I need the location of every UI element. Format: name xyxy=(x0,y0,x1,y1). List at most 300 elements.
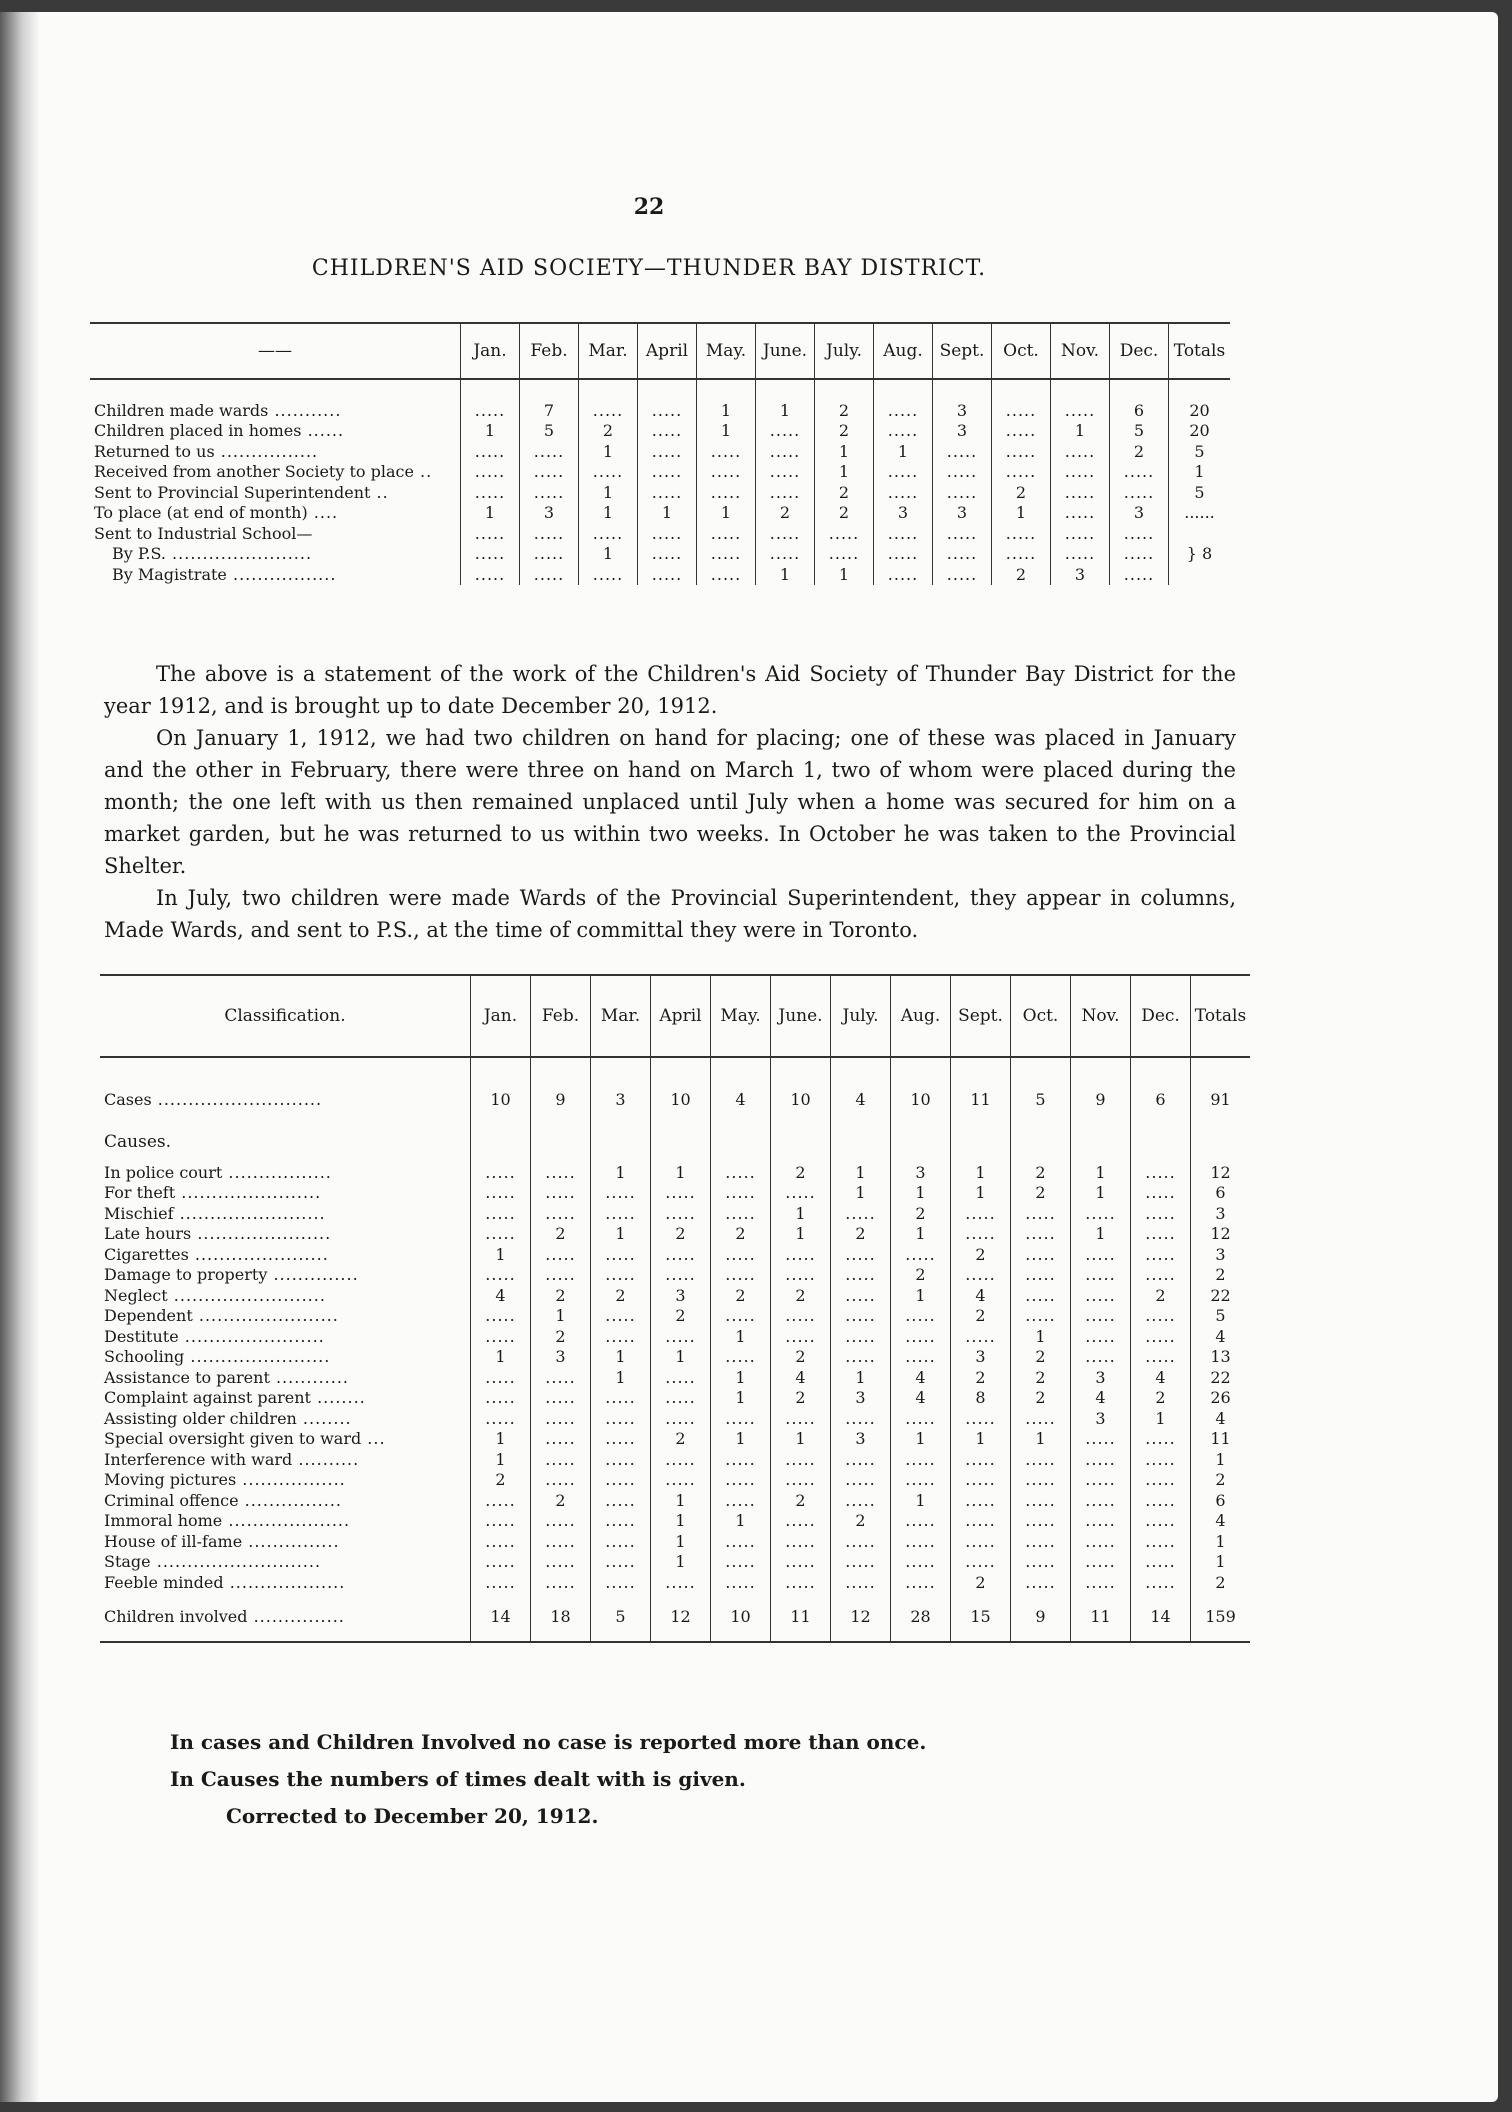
data-cell: 2 xyxy=(651,1224,711,1245)
total-cell: 22 xyxy=(1191,1286,1251,1307)
table-row xyxy=(100,1429,1250,1450)
data-cell: 1 xyxy=(591,1224,651,1245)
data-cell: ..... xyxy=(711,1204,771,1225)
table-row xyxy=(100,1573,1250,1594)
row-label-text: Sent to Industrial School— xyxy=(94,523,313,543)
data-cell: ..... xyxy=(1110,483,1169,504)
data-cell: 2 xyxy=(531,1224,591,1245)
totals-header: Totals xyxy=(1191,975,1251,1057)
data-cell: 2 xyxy=(1110,442,1169,463)
data-cell: ..... xyxy=(579,401,638,422)
data-cell: ..... xyxy=(520,483,579,504)
data-cell: 4 xyxy=(471,1286,531,1307)
data-cell: 3 xyxy=(951,1347,1011,1368)
month-header: Sept. xyxy=(951,975,1011,1057)
data-cell: ..... xyxy=(1011,1245,1071,1266)
data-cell: ..... xyxy=(1071,1306,1131,1327)
data-cell: ..... xyxy=(591,1204,651,1225)
data-cell: 3 xyxy=(651,1286,711,1307)
row-label xyxy=(100,1224,471,1245)
data-cell: ..... xyxy=(461,565,520,586)
data-cell: 1 xyxy=(579,544,638,565)
data-cell: ..... xyxy=(1071,1573,1131,1594)
data-cell: 2 xyxy=(771,1388,831,1409)
data-cell: ..... xyxy=(591,1491,651,1512)
table-row xyxy=(90,483,1230,504)
data-cell: ..... xyxy=(891,1470,951,1491)
total-cell: 6 xyxy=(1191,1491,1251,1512)
footnote-3: Corrected to December 20, 1912. xyxy=(226,1804,599,1828)
spacer-cell xyxy=(651,1123,711,1163)
data-cell: 2 xyxy=(1011,1368,1071,1389)
data-cell: 1 xyxy=(651,1347,711,1368)
row-label-text: Feeble minded xyxy=(104,1572,224,1592)
data-cell: 1 xyxy=(815,462,874,483)
data-cell: ..... xyxy=(771,1532,831,1553)
data-cell: 1 xyxy=(471,1245,531,1266)
data-cell: 14 xyxy=(471,1593,531,1642)
data-cell: ..... xyxy=(831,1450,891,1471)
total-cell: ...... xyxy=(1169,503,1231,524)
data-cell: 1 xyxy=(697,401,756,422)
data-cell: ..... xyxy=(891,1327,951,1348)
data-cell: 2 xyxy=(1011,1347,1071,1368)
data-cell: ..... xyxy=(1051,524,1110,545)
footnote-1: In cases and Children Involved no case is reported more than once. xyxy=(170,1730,927,1754)
data-cell: ..... xyxy=(951,1409,1011,1430)
total-cell: 20 xyxy=(1169,401,1231,422)
data-cell: ..... xyxy=(771,1552,831,1573)
leader-dots: ....................... xyxy=(192,1306,339,1325)
month-header: July. xyxy=(815,323,874,379)
row-label-text: Received from another Society to place xyxy=(94,462,414,481)
row-label xyxy=(90,565,461,586)
data-cell: ..... xyxy=(461,544,520,565)
row-label xyxy=(100,1327,471,1348)
table-row xyxy=(100,1409,1250,1430)
data-cell: ..... xyxy=(651,1204,711,1225)
spacer-cell xyxy=(992,379,1051,401)
data-cell: ..... xyxy=(831,1265,891,1286)
data-cell: 11 xyxy=(771,1593,831,1642)
data-cell: 2 xyxy=(531,1327,591,1348)
data-cell: ..... xyxy=(531,1265,591,1286)
data-cell: 2 xyxy=(711,1286,771,1307)
data-cell: 2 xyxy=(815,503,874,524)
row-label xyxy=(90,442,461,463)
data-cell: ..... xyxy=(531,1409,591,1430)
month-header: Dec. xyxy=(1131,975,1191,1057)
data-cell: ..... xyxy=(951,1511,1011,1532)
data-cell: ..... xyxy=(531,1183,591,1204)
data-cell: ..... xyxy=(771,1450,831,1471)
data-cell: 2 xyxy=(831,1224,891,1245)
data-cell: ..... xyxy=(651,1573,711,1594)
row-label-text: Mischief xyxy=(104,1203,174,1223)
data-cell: ..... xyxy=(1011,1450,1071,1471)
data-cell: 11 xyxy=(1071,1593,1131,1642)
row-label xyxy=(90,503,461,524)
data-cell: ..... xyxy=(874,401,933,422)
data-cell: 3 xyxy=(874,503,933,524)
data-cell: 14 xyxy=(1131,1593,1191,1642)
month-header: Jan. xyxy=(461,323,520,379)
data-cell: 15 xyxy=(951,1593,1011,1642)
data-cell: ..... xyxy=(1110,544,1169,565)
data-cell: 1 xyxy=(579,503,638,524)
data-cell: 4 xyxy=(891,1388,951,1409)
row-label-text: Dependent xyxy=(104,1306,193,1325)
row-label xyxy=(100,1079,471,1123)
data-cell: 2 xyxy=(815,401,874,422)
leader-dots: ........................... xyxy=(150,1552,322,1571)
row-label xyxy=(100,1286,471,1307)
month-header: Nov. xyxy=(1071,975,1131,1057)
table-row xyxy=(100,1347,1250,1368)
data-cell: ..... xyxy=(771,1183,831,1204)
data-cell: ..... xyxy=(711,1573,771,1594)
leader-dots: .......... xyxy=(292,1449,360,1469)
table-row xyxy=(100,1368,1250,1389)
data-cell: 5 xyxy=(1110,421,1169,442)
data-cell: 2 xyxy=(992,483,1051,504)
data-cell: ..... xyxy=(711,1491,771,1512)
data-cell: ..... xyxy=(638,483,697,504)
data-cell: ..... xyxy=(651,1327,711,1348)
row-label xyxy=(90,462,461,483)
data-cell: 4 xyxy=(711,1079,771,1123)
data-cell: 1 xyxy=(771,1429,831,1450)
data-cell: 1 xyxy=(891,1491,951,1512)
data-cell: 1 xyxy=(471,1450,531,1471)
data-cell: ..... xyxy=(933,524,992,545)
data-cell: ..... xyxy=(933,462,992,483)
leader-dots: ........ xyxy=(296,1408,352,1428)
data-cell: ..... xyxy=(933,483,992,504)
data-cell: 3 xyxy=(1110,503,1169,524)
leader-dots: ............... xyxy=(247,1606,345,1626)
data-cell: ..... xyxy=(711,1409,771,1430)
spacer-cell xyxy=(1191,1057,1251,1079)
data-cell: 1 xyxy=(815,442,874,463)
total-cell: 6 xyxy=(1191,1183,1251,1204)
report-title: CHILDREN'S AID SOCIETY—THUNDER BAY DISTRICT. xyxy=(311,256,987,281)
data-cell: ..... xyxy=(651,1470,711,1491)
data-cell: ..... xyxy=(638,442,697,463)
data-cell: ..... xyxy=(711,1470,771,1491)
table-row xyxy=(90,401,1230,422)
data-cell: 1 xyxy=(815,565,874,586)
data-cell: ..... xyxy=(1051,462,1110,483)
data-cell: 2 xyxy=(815,483,874,504)
data-cell: 1 xyxy=(711,1327,771,1348)
data-cell: 2 xyxy=(756,503,815,524)
data-cell: ..... xyxy=(1011,1286,1071,1307)
data-cell: 2 xyxy=(831,1511,891,1532)
data-cell: ..... xyxy=(771,1573,831,1594)
spacer-cell xyxy=(951,1123,1011,1163)
data-cell: 2 xyxy=(1131,1388,1191,1409)
data-cell: 1 xyxy=(651,1491,711,1512)
total-cell: 5 xyxy=(1169,483,1231,504)
data-cell: ..... xyxy=(471,1532,531,1553)
paragraph-1: The above is a statement of the work of the Children's Aid Society of Thunder Bay District for the year 1912, and is brought up to date December 20, 1912. xyxy=(104,662,1236,718)
data-cell: ..... xyxy=(1131,1163,1191,1184)
data-cell: ..... xyxy=(471,1265,531,1286)
data-cell: ..... xyxy=(874,462,933,483)
row-label-text: Damage to property xyxy=(104,1265,268,1284)
data-cell: 5 xyxy=(591,1593,651,1642)
data-cell: ..... xyxy=(1131,1327,1191,1348)
data-cell: ..... xyxy=(591,1573,651,1594)
table-row xyxy=(100,1470,1250,1491)
data-cell: ..... xyxy=(711,1265,771,1286)
spacer-cell xyxy=(1011,1123,1071,1163)
data-cell: 2 xyxy=(891,1265,951,1286)
data-cell: ..... xyxy=(1131,1265,1191,1286)
data-cell: 8 xyxy=(951,1388,1011,1409)
data-cell: ..... xyxy=(520,544,579,565)
data-cell: ..... xyxy=(891,1245,951,1266)
data-cell: ..... xyxy=(1110,565,1169,586)
data-cell: ..... xyxy=(697,544,756,565)
data-cell: ..... xyxy=(461,442,520,463)
leader-dots: ...... xyxy=(301,421,345,440)
data-cell: 1 xyxy=(891,1183,951,1204)
data-cell: ..... xyxy=(579,462,638,483)
data-cell: ..... xyxy=(756,421,815,442)
spacer-cell xyxy=(1110,379,1169,401)
row-label-text: Interference with ward xyxy=(104,1449,293,1469)
data-cell: ..... xyxy=(951,1470,1011,1491)
data-cell: 1 xyxy=(1051,421,1110,442)
table-row xyxy=(90,442,1230,463)
spacer-cell xyxy=(697,379,756,401)
data-cell: ..... xyxy=(1011,1224,1071,1245)
data-cell: 1 xyxy=(697,503,756,524)
data-cell: 1 xyxy=(891,1286,951,1307)
row-label xyxy=(100,1368,471,1389)
row-label-text: Neglect xyxy=(104,1285,168,1305)
corner-header: —— xyxy=(90,323,461,379)
data-cell: 10 xyxy=(891,1079,951,1123)
spacer-cell xyxy=(711,1123,771,1163)
table-row xyxy=(100,1327,1250,1348)
data-cell: ..... xyxy=(951,1491,1011,1512)
row-label-text: Children made wards xyxy=(94,400,269,420)
data-cell: ..... xyxy=(579,565,638,586)
data-cell: ..... xyxy=(638,462,697,483)
data-cell: ..... xyxy=(992,442,1051,463)
row-label xyxy=(100,1511,471,1532)
leader-dots: .... xyxy=(307,503,339,522)
data-cell: ..... xyxy=(471,1327,531,1348)
data-cell: ..... xyxy=(951,1224,1011,1245)
data-cell: 12 xyxy=(651,1593,711,1642)
data-cell: ..... xyxy=(1071,1491,1131,1512)
data-cell: 1 xyxy=(951,1163,1011,1184)
data-cell: ..... xyxy=(471,1183,531,1204)
leader-dots: ................. xyxy=(236,1470,346,1489)
data-cell: 1 xyxy=(891,1224,951,1245)
row-label-text: Late hours xyxy=(104,1224,192,1243)
data-cell: 2 xyxy=(771,1491,831,1512)
data-cell: 1 xyxy=(831,1163,891,1184)
data-cell: ..... xyxy=(992,401,1051,422)
table-row xyxy=(100,1163,1250,1184)
total-cell: 1 xyxy=(1191,1450,1251,1471)
month-header: Sept. xyxy=(933,323,992,379)
spacer-cell xyxy=(771,1123,831,1163)
data-cell: 1 xyxy=(471,1347,531,1368)
spacer-cell xyxy=(891,1057,951,1079)
data-cell: 4 xyxy=(771,1368,831,1389)
data-cell: ..... xyxy=(874,483,933,504)
spacer-cell xyxy=(756,379,815,401)
data-cell: ..... xyxy=(591,1532,651,1553)
data-cell: 2 xyxy=(1131,1286,1191,1307)
data-cell: 2 xyxy=(531,1286,591,1307)
data-cell: 3 xyxy=(520,503,579,524)
spacer-cell xyxy=(831,1123,891,1163)
data-cell: ..... xyxy=(1131,1429,1191,1450)
data-cell: ..... xyxy=(831,1409,891,1430)
data-cell: ..... xyxy=(461,462,520,483)
data-cell: 2 xyxy=(815,421,874,442)
data-cell: ..... xyxy=(531,1204,591,1225)
row-label-text: Criminal offence xyxy=(104,1490,239,1510)
data-cell: ..... xyxy=(771,1470,831,1491)
data-cell: ..... xyxy=(1110,524,1169,545)
data-cell: 1 xyxy=(531,1306,591,1327)
spacer-row xyxy=(100,1057,1250,1079)
row-label-text: Assistance to parent xyxy=(104,1367,270,1387)
data-cell: ..... xyxy=(531,1552,591,1573)
table-row xyxy=(100,1306,1250,1327)
data-cell: 1 xyxy=(591,1368,651,1389)
data-cell: 1 xyxy=(951,1429,1011,1450)
spacer-cell xyxy=(651,1057,711,1079)
data-cell: 10 xyxy=(711,1593,771,1642)
table-row xyxy=(100,1183,1250,1204)
leader-dots: ......................... xyxy=(167,1285,326,1305)
data-cell: ..... xyxy=(815,524,874,545)
table-row xyxy=(90,421,1230,442)
month-header: June. xyxy=(756,323,815,379)
data-cell: 2 xyxy=(591,1286,651,1307)
leader-dots: ...................... xyxy=(191,1224,332,1243)
data-cell: 3 xyxy=(1071,1368,1131,1389)
data-cell: 1 xyxy=(651,1532,711,1553)
spacer-cell xyxy=(951,1057,1011,1079)
table-row xyxy=(90,565,1230,586)
data-cell: 1 xyxy=(651,1163,711,1184)
data-cell: 1 xyxy=(471,1429,531,1450)
data-cell: ..... xyxy=(874,421,933,442)
data-cell: ..... xyxy=(471,1573,531,1594)
data-cell: ..... xyxy=(651,1450,711,1471)
data-cell: ..... xyxy=(1011,1552,1071,1573)
row-label xyxy=(100,1552,471,1573)
data-cell: ..... xyxy=(531,1388,591,1409)
table-row xyxy=(100,1388,1250,1409)
row-label xyxy=(100,1429,471,1450)
total-cell: 4 xyxy=(1191,1511,1251,1532)
data-cell: ..... xyxy=(992,421,1051,442)
data-cell: ..... xyxy=(756,524,815,545)
leader-dots: ....................... xyxy=(175,1183,322,1202)
data-cell: ..... xyxy=(951,1265,1011,1286)
data-cell: ..... xyxy=(591,1183,651,1204)
monthly-work-table xyxy=(90,322,1230,585)
data-cell: 11 xyxy=(951,1079,1011,1123)
data-cell: ..... xyxy=(1131,1224,1191,1245)
total-cell: 4 xyxy=(1191,1327,1251,1348)
cases-row xyxy=(100,1079,1250,1123)
data-cell: ..... xyxy=(471,1163,531,1184)
data-cell: 1 xyxy=(1011,1327,1071,1348)
spacer-cell xyxy=(1131,1123,1191,1163)
data-cell: 3 xyxy=(1051,565,1110,586)
data-cell: 1 xyxy=(1071,1163,1131,1184)
month-header: June. xyxy=(771,975,831,1057)
spacer-cell xyxy=(531,1057,591,1079)
data-cell: 10 xyxy=(471,1079,531,1123)
data-cell: ..... xyxy=(591,1306,651,1327)
data-cell: 2 xyxy=(711,1224,771,1245)
data-cell: 2 xyxy=(1011,1163,1071,1184)
table-row xyxy=(100,1491,1250,1512)
data-cell: ..... xyxy=(1071,1511,1131,1532)
data-cell: ..... xyxy=(1071,1470,1131,1491)
leader-dots: ...................... xyxy=(188,1244,329,1264)
data-cell: ..... xyxy=(531,1450,591,1471)
data-cell: 3 xyxy=(891,1163,951,1184)
data-cell: 1 xyxy=(874,442,933,463)
data-cell: 2 xyxy=(651,1306,711,1327)
total-cell: 1 xyxy=(1191,1552,1251,1573)
row-label xyxy=(100,1183,471,1204)
footnote-2: In Causes the numbers of times dealt with is given. xyxy=(170,1767,746,1791)
total-cell: 1 xyxy=(1169,462,1231,483)
data-cell: ..... xyxy=(697,442,756,463)
data-cell: 2 xyxy=(951,1306,1011,1327)
total-cell: 22 xyxy=(1191,1368,1251,1389)
row-label xyxy=(90,544,461,565)
row-label xyxy=(100,1491,471,1512)
table-row xyxy=(100,1450,1250,1471)
month-header: Feb. xyxy=(531,975,591,1057)
data-cell: ..... xyxy=(531,1532,591,1553)
data-cell: ..... xyxy=(771,1409,831,1430)
data-cell: ..... xyxy=(651,1245,711,1266)
row-label-text: Immoral home xyxy=(104,1511,223,1530)
table-row xyxy=(100,1552,1250,1573)
data-cell: ..... xyxy=(531,1470,591,1491)
classification-header: Classification. xyxy=(100,975,471,1057)
data-cell: 18 xyxy=(531,1593,591,1642)
data-cell: ..... xyxy=(638,401,697,422)
leader-dots: .............. xyxy=(267,1265,359,1284)
footnotes xyxy=(170,1724,926,1835)
data-cell: ..... xyxy=(1131,1347,1191,1368)
data-cell: ..... xyxy=(471,1552,531,1573)
data-cell: ..... xyxy=(771,1245,831,1266)
spacer-row xyxy=(90,379,1230,401)
data-cell: ..... xyxy=(891,1573,951,1594)
spacer-cell xyxy=(891,1123,951,1163)
data-cell: ..... xyxy=(771,1265,831,1286)
